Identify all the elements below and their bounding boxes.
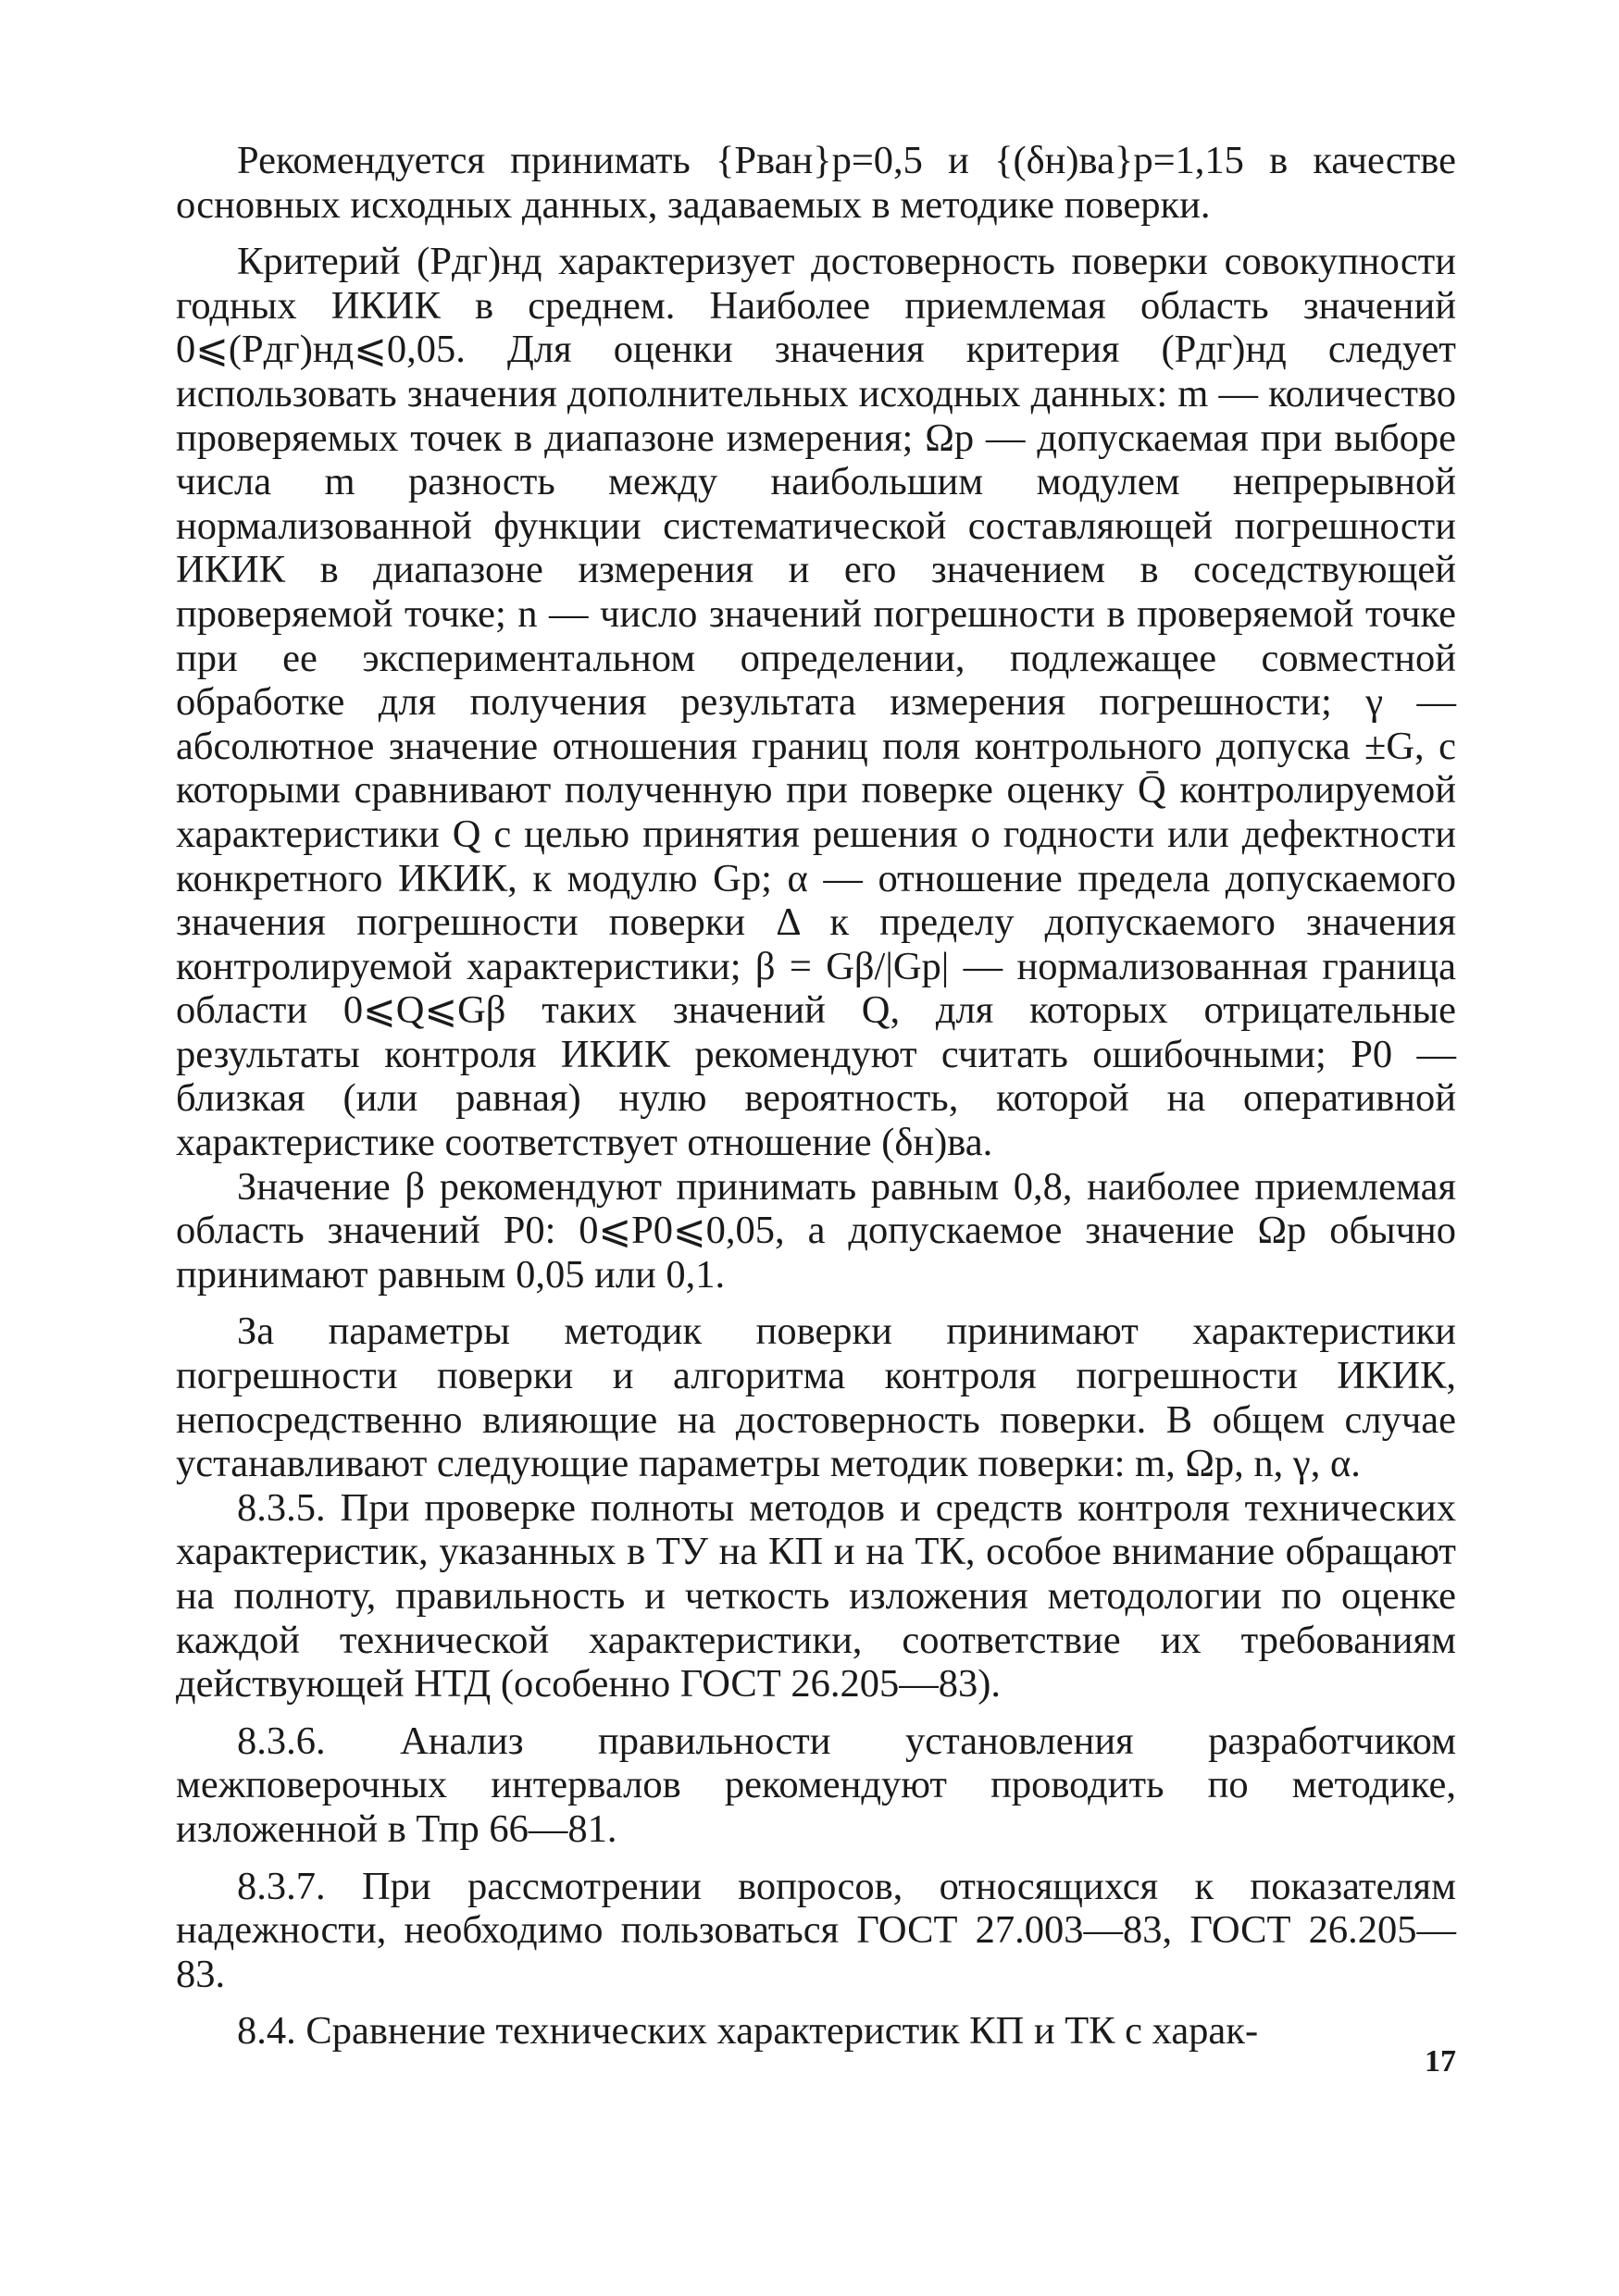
paragraph-recommended-values: Рекомендуется принимать {Pван}р=0,5 и {(δн)ва}р=1,15 в качестве основных исходных данных, задаваемых в методике поверки.	[176, 139, 1456, 227]
page-number: 17	[1425, 2044, 1456, 2079]
paragraph-8-3-5: 8.3.5. При проверке полноты методов и средств контроля технических характеристик, указанных в ТУ на КП и на ТК, особое внимание обращают на полноту, правильность и четкость изложения методологии по оценке каждой технической характеристики, соответствие их требованиям действующей НТД (особенно ГОСТ 26.205—83).	[176, 1485, 1456, 1706]
paragraph-8-3-6: 8.3.6. Анализ правильности установления разработчиком межповерочных интервалов рекомендуют проводить по методике, изложенной в Тпр 66—81.	[176, 1719, 1456, 1851]
paragraph-criterion-pdg: Критерий (Pдг)нд характеризует достоверность поверки совокупности годных ИКИК в среднем. Наиболее приемлемая область значений 0⩽(Pдг)нд⩽0,05. Для оценки значения критерия (Pдг)нд следует использовать значения дополнительных исходных данных: m — количество проверяемых точек в диапазоне измерения; Ωр — допускаемая при выборе числа m разность между наибольшим модулем непрерывной нормализованной функции систематической составляющей погрешности ИКИК в диапазоне измерения и его значением в соседствующей проверяемой точке; n — число значений погрешности в проверяемой точке при ее экспериментальном определении, подлежащее совместной обработке для получения результата измерения погрешности; γ — абсолютное значение отношения границ поля контрольного допуска ±G, с которыми сравнивают полученную при поверке оценку Q̄ контролируемой характеристики Q с целью принятия решения о годности или дефектности конкретного ИКИК, к модулю Gр; α — отношение предела допускаемого значения погрешности поверки Δ к пределу допускаемого значения контролируемой характеристики; β = Gβ/|Gр| — нормализованная граница области 0⩽Q⩽Gβ таких значений Q, для которых отрицательные результаты контроля ИКИК рекомендуют считать ошибочными; P0 — близкая (или равная) нулю вероятность, которой на оперативной характеристике соответствует отношение (δн)ва.	[176, 240, 1456, 1165]
paragraph-method-parameters: За параметры методик поверки принимают характеристики погрешности поверки и алгоритма контроля погрешности ИКИК, непосредственно влияющие на достоверность поверки. В общем случае устанавливают следующие параметры методик поверки: m, Ωр, n, γ, α.	[176, 1309, 1456, 1486]
paragraph-8-4: 8.4. Сравнение технических характеристик КП и ТК с харак-	[237, 2009, 1259, 2054]
paragraph-beta-value: Значение β рекомендуют принимать равным 0,8, наиболее приемлемая область значений P0: 0⩽P0⩽0,05, а допускаемое значение Ωр обычно принимают равным 0,05 или 0,1.	[176, 1164, 1456, 1297]
body-text	[176, 139, 1456, 2054]
paragraph-8-3-7: 8.3.7. При рассмотрении вопросов, относящихся к показателям надежности, необходимо пользоваться ГОСТ 27.003—83, ГОСТ 26.205—83.	[176, 1864, 1456, 1996]
